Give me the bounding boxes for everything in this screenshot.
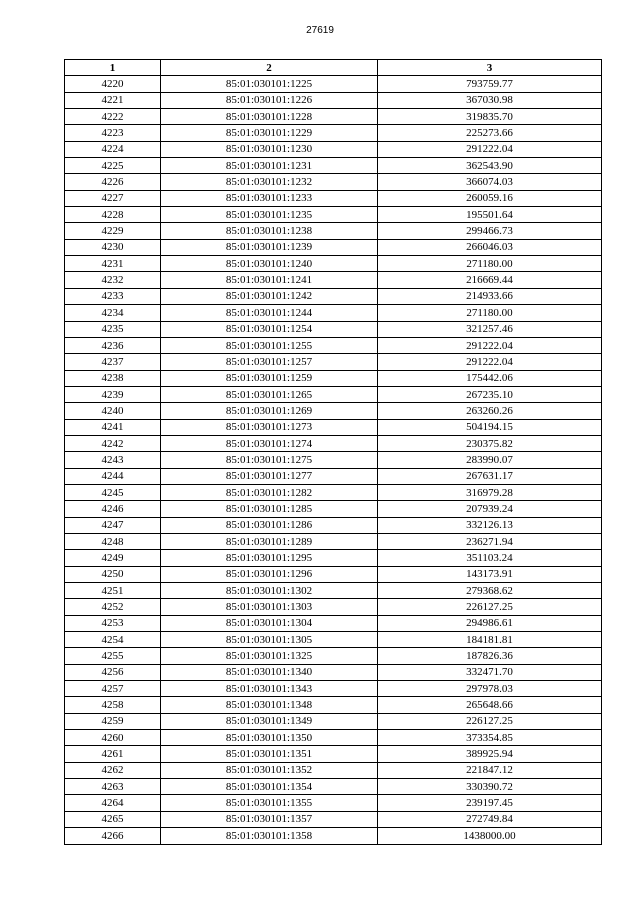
value-cell: 321257.46 bbox=[378, 321, 602, 337]
value-cell: 239197.45 bbox=[378, 795, 602, 811]
value-cell: 351103.24 bbox=[378, 550, 602, 566]
row-number-cell: 4255 bbox=[65, 648, 161, 664]
cadastral-number-cell: 85:01:030101:1226 bbox=[161, 92, 378, 108]
data-table bbox=[64, 59, 602, 845]
cadastral-number-cell: 85:01:030101:1277 bbox=[161, 468, 378, 484]
table-row bbox=[65, 256, 602, 272]
table-row bbox=[65, 239, 602, 255]
table-header-row bbox=[65, 60, 602, 76]
value-cell: 279368.62 bbox=[378, 583, 602, 599]
row-number-cell: 4232 bbox=[65, 272, 161, 288]
value-cell: 389925.94 bbox=[378, 746, 602, 762]
row-number-cell: 4263 bbox=[65, 779, 161, 795]
value-cell: 362543.90 bbox=[378, 158, 602, 174]
table-row bbox=[65, 501, 602, 517]
row-number-cell: 4261 bbox=[65, 746, 161, 762]
table-row bbox=[65, 795, 602, 811]
row-number-cell: 4251 bbox=[65, 583, 161, 599]
cadastral-number-cell: 85:01:030101:1349 bbox=[161, 713, 378, 729]
row-number-cell: 4234 bbox=[65, 305, 161, 321]
table-row bbox=[65, 730, 602, 746]
cadastral-number-cell: 85:01:030101:1343 bbox=[161, 681, 378, 697]
row-number-cell: 4230 bbox=[65, 239, 161, 255]
column-header-2: 2 bbox=[161, 60, 378, 76]
table-row bbox=[65, 272, 602, 288]
cadastral-number-cell: 85:01:030101:1304 bbox=[161, 615, 378, 631]
row-number-cell: 4223 bbox=[65, 125, 161, 141]
cadastral-number-cell: 85:01:030101:1242 bbox=[161, 288, 378, 304]
table-row bbox=[65, 174, 602, 190]
cadastral-number-cell: 85:01:030101:1269 bbox=[161, 403, 378, 419]
value-cell: 366074.03 bbox=[378, 174, 602, 190]
value-cell: 793759.77 bbox=[378, 76, 602, 92]
cadastral-number-cell: 85:01:030101:1240 bbox=[161, 256, 378, 272]
cadastral-number-cell: 85:01:030101:1235 bbox=[161, 207, 378, 223]
cadastral-number-cell: 85:01:030101:1358 bbox=[161, 828, 378, 844]
row-number-cell: 4242 bbox=[65, 435, 161, 451]
row-number-cell: 4226 bbox=[65, 174, 161, 190]
value-cell: 373354.85 bbox=[378, 730, 602, 746]
cadastral-number-cell: 85:01:030101:1282 bbox=[161, 484, 378, 500]
column-header-1: 1 bbox=[65, 60, 161, 76]
table-row bbox=[65, 141, 602, 157]
table-row bbox=[65, 386, 602, 402]
row-number-cell: 4235 bbox=[65, 321, 161, 337]
value-cell: 294986.61 bbox=[378, 615, 602, 631]
cadastral-number-cell: 85:01:030101:1285 bbox=[161, 501, 378, 517]
row-number-cell: 4220 bbox=[65, 76, 161, 92]
cadastral-number-cell: 85:01:030101:1231 bbox=[161, 158, 378, 174]
value-cell: 267631.17 bbox=[378, 468, 602, 484]
row-number-cell: 4249 bbox=[65, 550, 161, 566]
table-row bbox=[65, 648, 602, 664]
value-cell: 504194.15 bbox=[378, 419, 602, 435]
row-number-cell: 4224 bbox=[65, 141, 161, 157]
value-cell: 267235.10 bbox=[378, 386, 602, 402]
table-row bbox=[65, 125, 602, 141]
table-row bbox=[65, 109, 602, 125]
table-row bbox=[65, 615, 602, 631]
table-row bbox=[65, 484, 602, 500]
value-cell: 187826.36 bbox=[378, 648, 602, 664]
table-row bbox=[65, 354, 602, 370]
table-row bbox=[65, 583, 602, 599]
table-row bbox=[65, 419, 602, 435]
table-row bbox=[65, 321, 602, 337]
value-cell: 225273.66 bbox=[378, 125, 602, 141]
table-row bbox=[65, 779, 602, 795]
row-number-cell: 4265 bbox=[65, 811, 161, 827]
row-number-cell: 4238 bbox=[65, 370, 161, 386]
table-row bbox=[65, 158, 602, 174]
value-cell: 236271.94 bbox=[378, 533, 602, 549]
cadastral-number-cell: 85:01:030101:1340 bbox=[161, 664, 378, 680]
cadastral-number-cell: 85:01:030101:1305 bbox=[161, 632, 378, 648]
table-row bbox=[65, 632, 602, 648]
table-row bbox=[65, 762, 602, 778]
table-row bbox=[65, 190, 602, 206]
cadastral-number-cell: 85:01:030101:1352 bbox=[161, 762, 378, 778]
cadastral-number-cell: 85:01:030101:1244 bbox=[161, 305, 378, 321]
value-cell: 184181.81 bbox=[378, 632, 602, 648]
cadastral-number-cell: 85:01:030101:1286 bbox=[161, 517, 378, 533]
table-row bbox=[65, 697, 602, 713]
row-number-cell: 4260 bbox=[65, 730, 161, 746]
value-cell: 297978.03 bbox=[378, 681, 602, 697]
cadastral-number-cell: 85:01:030101:1274 bbox=[161, 435, 378, 451]
table-row bbox=[65, 828, 602, 844]
cadastral-number-cell: 85:01:030101:1230 bbox=[161, 141, 378, 157]
row-number-cell: 4245 bbox=[65, 484, 161, 500]
value-cell: 143173.91 bbox=[378, 566, 602, 582]
value-cell: 175442.06 bbox=[378, 370, 602, 386]
table-row bbox=[65, 223, 602, 239]
row-number-cell: 4236 bbox=[65, 337, 161, 353]
table-row bbox=[65, 305, 602, 321]
cadastral-number-cell: 85:01:030101:1302 bbox=[161, 583, 378, 599]
cadastral-number-cell: 85:01:030101:1350 bbox=[161, 730, 378, 746]
table-row bbox=[65, 76, 602, 92]
row-number-cell: 4225 bbox=[65, 158, 161, 174]
cadastral-number-cell: 85:01:030101:1233 bbox=[161, 190, 378, 206]
column-header-3: 3 bbox=[378, 60, 602, 76]
row-number-cell: 4253 bbox=[65, 615, 161, 631]
value-cell: 263260.26 bbox=[378, 403, 602, 419]
table-row bbox=[65, 452, 602, 468]
value-cell: 195501.64 bbox=[378, 207, 602, 223]
row-number-cell: 4262 bbox=[65, 762, 161, 778]
value-cell: 299466.73 bbox=[378, 223, 602, 239]
row-number-cell: 4254 bbox=[65, 632, 161, 648]
row-number-cell: 4252 bbox=[65, 599, 161, 615]
row-number-cell: 4222 bbox=[65, 109, 161, 125]
table-row bbox=[65, 435, 602, 451]
value-cell: 291222.04 bbox=[378, 354, 602, 370]
value-cell: 332126.13 bbox=[378, 517, 602, 533]
cadastral-number-cell: 85:01:030101:1351 bbox=[161, 746, 378, 762]
row-number-cell: 4229 bbox=[65, 223, 161, 239]
table-row bbox=[65, 468, 602, 484]
cadastral-number-cell: 85:01:030101:1289 bbox=[161, 533, 378, 549]
row-number-cell: 4256 bbox=[65, 664, 161, 680]
cadastral-number-cell: 85:01:030101:1265 bbox=[161, 386, 378, 402]
row-number-cell: 4266 bbox=[65, 828, 161, 844]
row-number-cell: 4257 bbox=[65, 681, 161, 697]
table-row bbox=[65, 92, 602, 108]
cadastral-number-cell: 85:01:030101:1241 bbox=[161, 272, 378, 288]
row-number-cell: 4243 bbox=[65, 452, 161, 468]
value-cell: 214933.66 bbox=[378, 288, 602, 304]
cadastral-number-cell: 85:01:030101:1273 bbox=[161, 419, 378, 435]
cadastral-number-cell: 85:01:030101:1257 bbox=[161, 354, 378, 370]
value-cell: 221847.12 bbox=[378, 762, 602, 778]
value-cell: 230375.82 bbox=[378, 435, 602, 451]
row-number-cell: 4258 bbox=[65, 697, 161, 713]
cadastral-number-cell: 85:01:030101:1259 bbox=[161, 370, 378, 386]
value-cell: 332471.70 bbox=[378, 664, 602, 680]
row-number-cell: 4228 bbox=[65, 207, 161, 223]
value-cell: 316979.28 bbox=[378, 484, 602, 500]
value-cell: 265648.66 bbox=[378, 697, 602, 713]
table-row bbox=[65, 207, 602, 223]
value-cell: 271180.00 bbox=[378, 256, 602, 272]
cadastral-number-cell: 85:01:030101:1275 bbox=[161, 452, 378, 468]
row-number-cell: 4246 bbox=[65, 501, 161, 517]
table-row bbox=[65, 517, 602, 533]
value-cell: 330390.72 bbox=[378, 779, 602, 795]
table-row bbox=[65, 566, 602, 582]
cadastral-number-cell: 85:01:030101:1229 bbox=[161, 125, 378, 141]
value-cell: 319835.70 bbox=[378, 109, 602, 125]
cadastral-number-cell: 85:01:030101:1225 bbox=[161, 76, 378, 92]
value-cell: 271180.00 bbox=[378, 305, 602, 321]
row-number-cell: 4233 bbox=[65, 288, 161, 304]
table-row bbox=[65, 337, 602, 353]
cadastral-number-cell: 85:01:030101:1239 bbox=[161, 239, 378, 255]
cadastral-number-cell: 85:01:030101:1357 bbox=[161, 811, 378, 827]
row-number-cell: 4248 bbox=[65, 533, 161, 549]
cadastral-number-cell: 85:01:030101:1232 bbox=[161, 174, 378, 190]
value-cell: 226127.25 bbox=[378, 599, 602, 615]
cadastral-number-cell: 85:01:030101:1228 bbox=[161, 109, 378, 125]
row-number-cell: 4239 bbox=[65, 386, 161, 402]
table-row bbox=[65, 746, 602, 762]
cadastral-number-cell: 85:01:030101:1354 bbox=[161, 779, 378, 795]
table-row bbox=[65, 599, 602, 615]
cadastral-number-cell: 85:01:030101:1255 bbox=[161, 337, 378, 353]
row-number-cell: 4264 bbox=[65, 795, 161, 811]
row-number-cell: 4259 bbox=[65, 713, 161, 729]
cadastral-number-cell: 85:01:030101:1295 bbox=[161, 550, 378, 566]
row-number-cell: 4250 bbox=[65, 566, 161, 582]
cadastral-number-cell: 85:01:030101:1238 bbox=[161, 223, 378, 239]
cadastral-number-cell: 85:01:030101:1303 bbox=[161, 599, 378, 615]
table-row bbox=[65, 288, 602, 304]
cadastral-number-cell: 85:01:030101:1355 bbox=[161, 795, 378, 811]
row-number-cell: 4240 bbox=[65, 403, 161, 419]
value-cell: 207939.24 bbox=[378, 501, 602, 517]
value-cell: 283990.07 bbox=[378, 452, 602, 468]
table-row bbox=[65, 550, 602, 566]
table-row bbox=[65, 664, 602, 680]
page-number: 27619 bbox=[306, 25, 334, 36]
value-cell: 1438000.00 bbox=[378, 828, 602, 844]
table-row bbox=[65, 533, 602, 549]
table-row bbox=[65, 681, 602, 697]
table-row bbox=[65, 403, 602, 419]
table-row bbox=[65, 713, 602, 729]
cadastral-number-cell: 85:01:030101:1325 bbox=[161, 648, 378, 664]
row-number-cell: 4231 bbox=[65, 256, 161, 272]
value-cell: 367030.98 bbox=[378, 92, 602, 108]
value-cell: 291222.04 bbox=[378, 141, 602, 157]
cadastral-number-cell: 85:01:030101:1254 bbox=[161, 321, 378, 337]
value-cell: 266046.03 bbox=[378, 239, 602, 255]
row-number-cell: 4241 bbox=[65, 419, 161, 435]
table-row bbox=[65, 370, 602, 386]
value-cell: 226127.25 bbox=[378, 713, 602, 729]
row-number-cell: 4221 bbox=[65, 92, 161, 108]
value-cell: 291222.04 bbox=[378, 337, 602, 353]
value-cell: 260059.16 bbox=[378, 190, 602, 206]
row-number-cell: 4244 bbox=[65, 468, 161, 484]
table-body bbox=[65, 76, 602, 844]
cadastral-number-cell: 85:01:030101:1296 bbox=[161, 566, 378, 582]
table-row bbox=[65, 811, 602, 827]
row-number-cell: 4247 bbox=[65, 517, 161, 533]
row-number-cell: 4237 bbox=[65, 354, 161, 370]
value-cell: 216669.44 bbox=[378, 272, 602, 288]
cadastral-number-cell: 85:01:030101:1348 bbox=[161, 697, 378, 713]
row-number-cell: 4227 bbox=[65, 190, 161, 206]
value-cell: 272749.84 bbox=[378, 811, 602, 827]
